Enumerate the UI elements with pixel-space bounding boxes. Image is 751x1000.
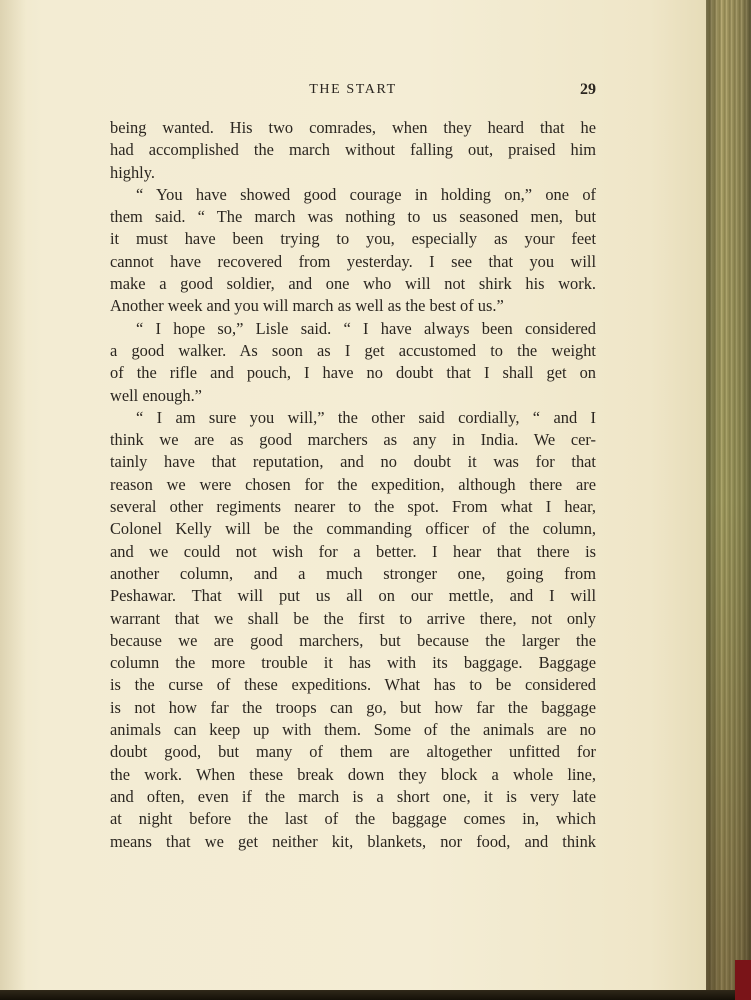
bookmark-ribbon [735, 960, 751, 1000]
text-line: at night before the last of the baggage comes in, which [110, 809, 596, 829]
text-line: well enough.” [110, 385, 202, 405]
text-line: warrant that we shall be the first to arrive there, not only [110, 608, 596, 628]
page-edges-tint [706, 0, 751, 1000]
text-line: think we are as good marchers as any in India. We cer- [110, 430, 596, 450]
text-line: “ I hope so,” Lisle said. “ I have always been considered [136, 318, 596, 338]
text-line: Colonel Kelly will be the commanding officer of the column, [110, 519, 596, 539]
text-line: animals can keep up with them. Some of the animals are no [110, 720, 596, 740]
text-line: “ I am sure you will,” the other said cordially, “ and I [136, 407, 596, 427]
text-line: tainly have that reputation, and no doubt it was for that [110, 452, 596, 472]
text-line: and we could not wish for a better. I hear that there is [110, 541, 596, 561]
text-line: and often, even if the march is a short one, it is very late [110, 786, 596, 806]
text-line: another column, and a much stronger one, going from [110, 563, 596, 583]
text-line: the work. When these break down they block a whole line, [110, 764, 596, 784]
page-number: 29 [580, 81, 596, 98]
text-line: Another week and you will march as well as the best of us.” [110, 296, 504, 316]
text-line: doubt good, but many of them are altogether unfitted for [110, 742, 596, 762]
text-line: column the more trouble it has with its baggage. Baggage [110, 653, 596, 673]
text-line: of the rifle and pouch, I have no doubt that I shall get on [110, 363, 596, 383]
book-bottom-edge [0, 990, 751, 1000]
text-line: it must have been trying to you, especially as your feet [110, 229, 596, 249]
text-line: them said. “ The march was nothing to us seasoned men, but [110, 207, 596, 227]
text-line: a good walker. As soon as I get accustomed to the weight [110, 340, 596, 360]
text-line: had accomplished the march without falling out, praised him [110, 140, 596, 160]
body-text [110, 117, 596, 853]
running-title: THE START [309, 82, 397, 97]
text-line: means that we get neither kit, blankets, nor food, and think [110, 831, 596, 851]
text-line: several other regiments nearer to the spot. From what I hear, [110, 497, 596, 517]
text-line: being wanted. His two comrades, when they heard that he [110, 118, 596, 137]
text-line: Peshawar. That will put us all on our mettle, and I will [110, 586, 596, 606]
text-line: is not how far the troops can go, but how far the baggage [110, 697, 596, 717]
text-line: reason we were chosen for the expedition, although there are [110, 474, 596, 494]
text-line: “ You have showed good courage in holding on,” one of [136, 184, 596, 204]
text-line: cannot have recovered from yesterday. I see that you will [110, 251, 596, 271]
page-header [110, 82, 596, 102]
text-line: make a good soldier, and one who will not shirk his work. [110, 274, 596, 294]
text-line: highly. [110, 162, 155, 182]
gutter-shadow [0, 0, 26, 990]
text-line: is the curse of these expeditions. What has to be considered [110, 675, 596, 695]
text-line: because we are good marchers, but because the larger the [110, 630, 596, 650]
